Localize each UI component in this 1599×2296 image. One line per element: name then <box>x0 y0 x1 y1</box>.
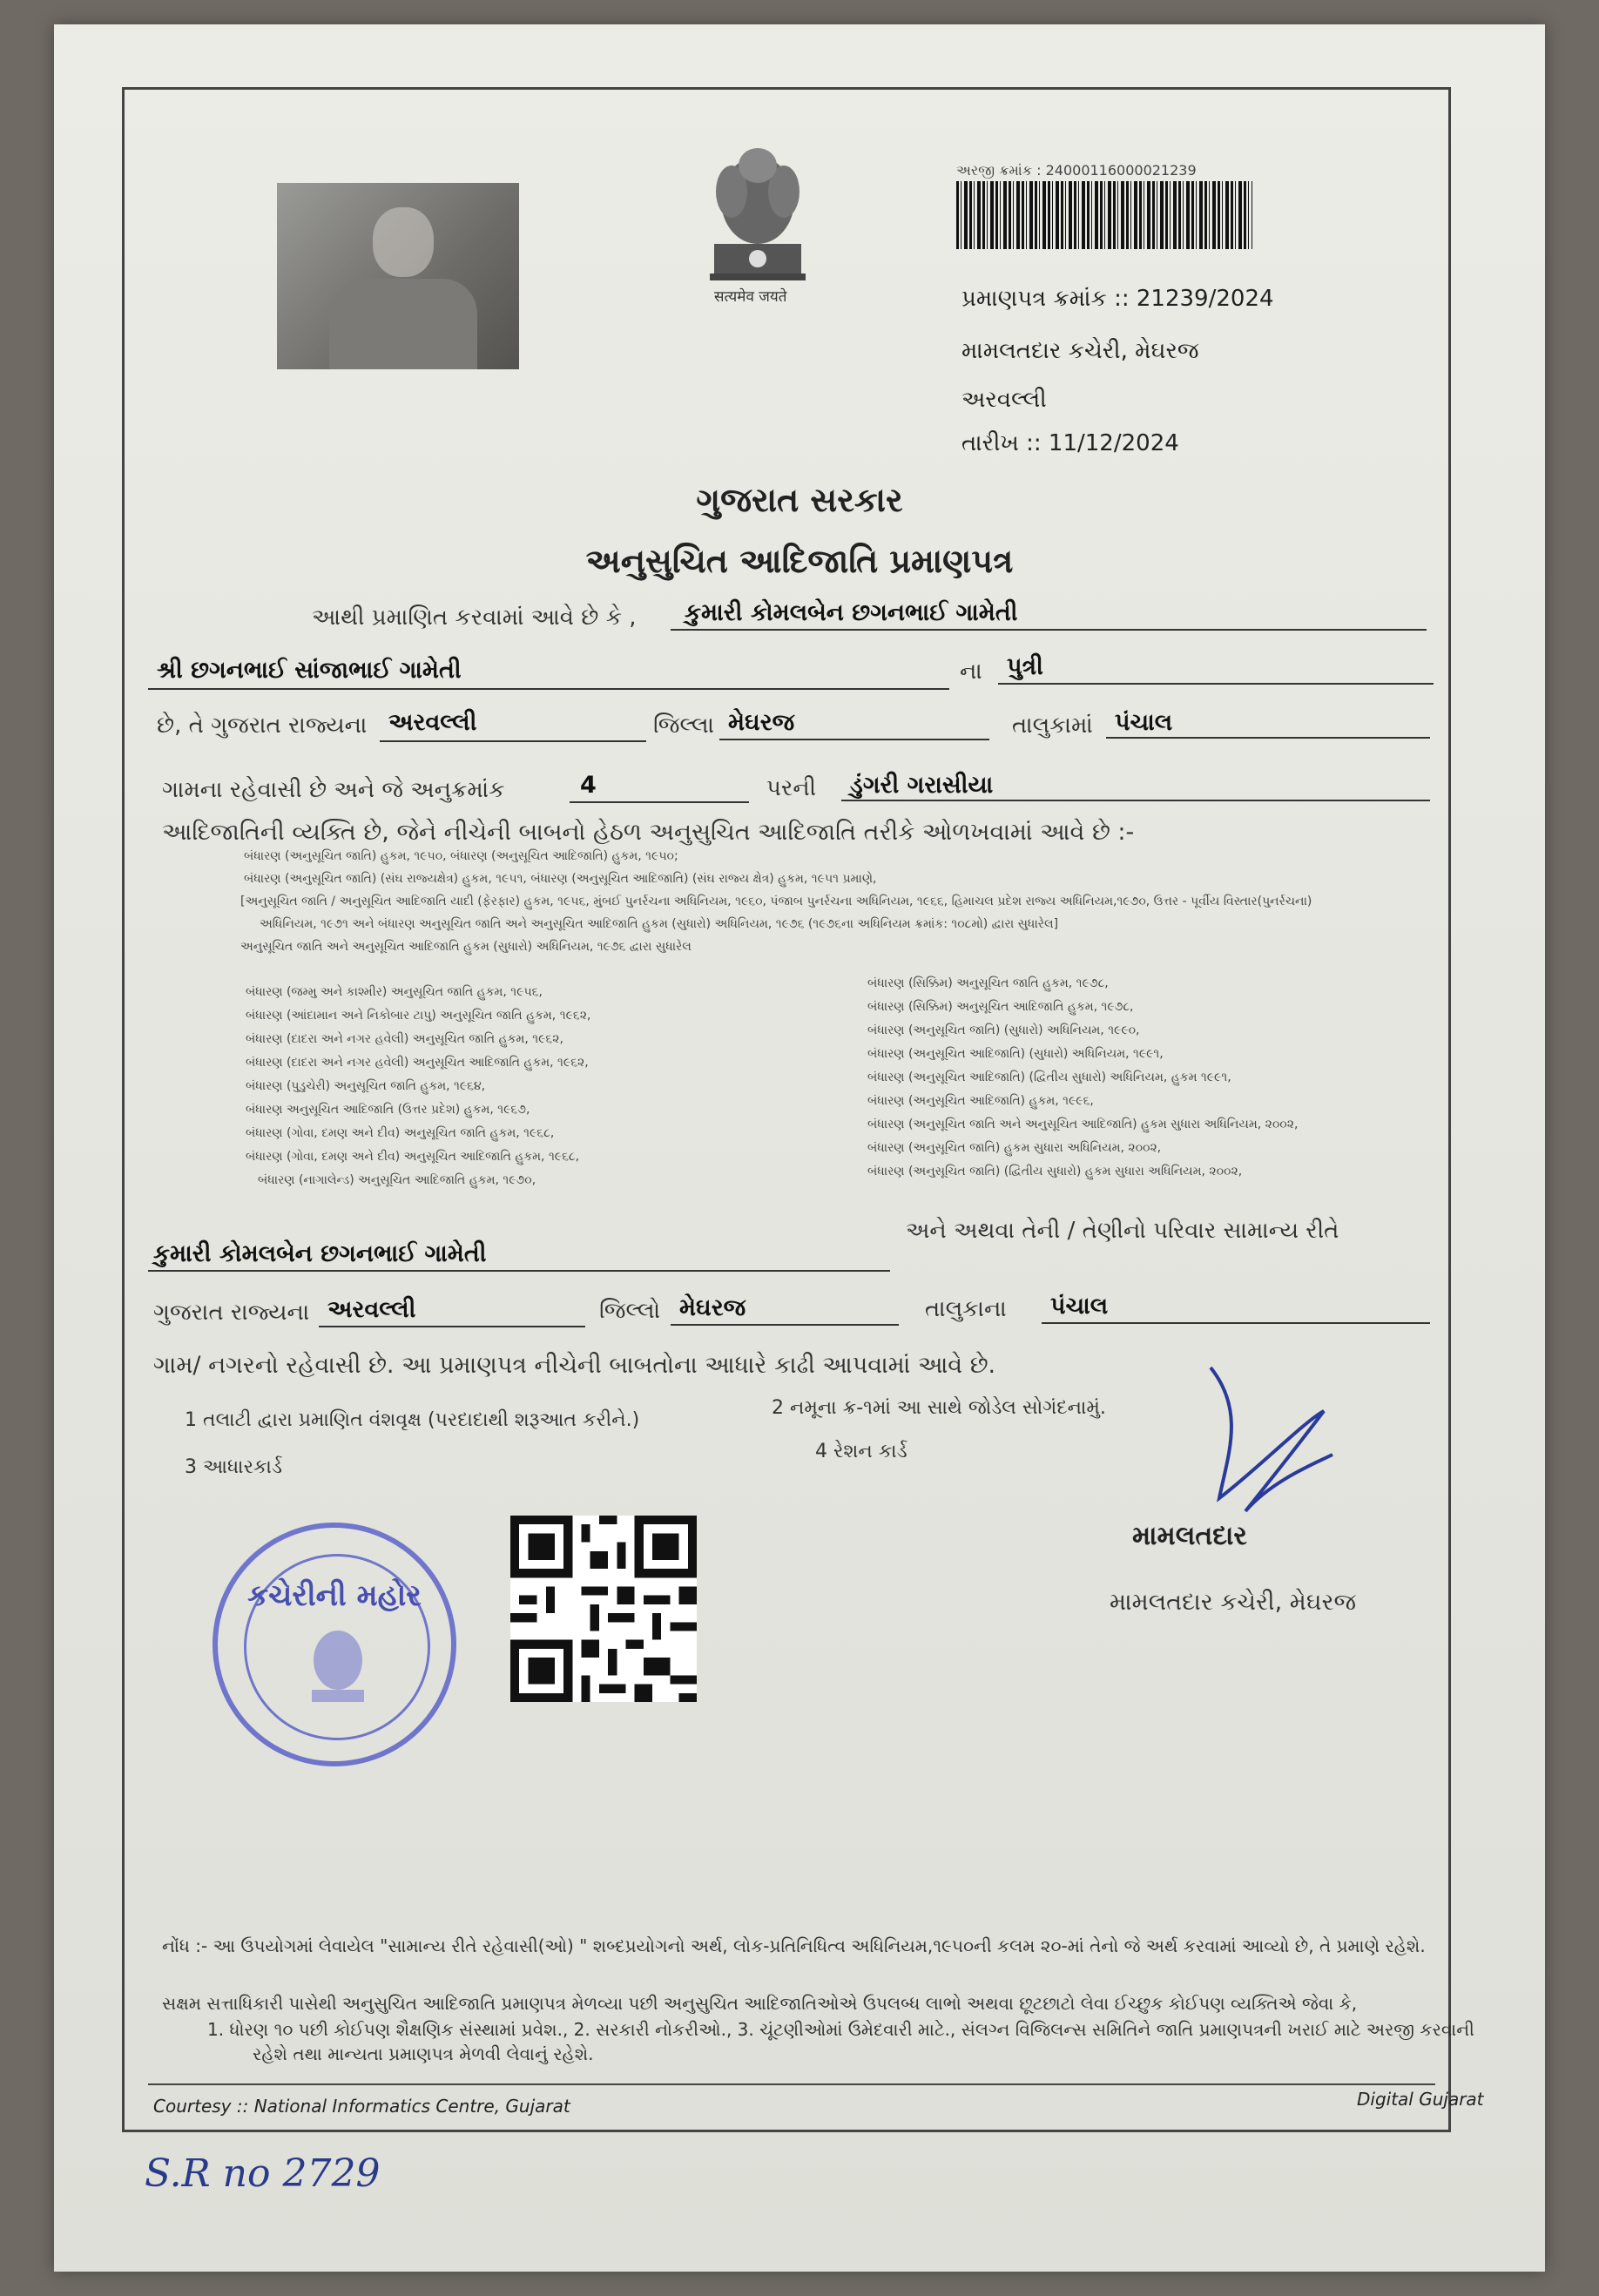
digital-gujarat-brand: Digital Gujarat <box>1357 2089 1484 2110</box>
basis-text: ગામ/ નગરનો રહેવાસી છે. આ પ્રમાણપત્ર નીચેની બાબતોના આધારે કાઢી આપવામાં આવે છે. <box>153 1352 996 1379</box>
note-2: સક્ષમ સત્તાધિકારી પાસેથી અનુસુચિત આદિજાતિ પ્રમાણપત્ર મેળવ્યા પછી અનુસુચિત આદિજાતિઓએ ઉપલબ્ધ લાભો અથવા છૂટછાટો લેવા ઈચ્છુક કોઈપણ વ્યક્તિએ જેવા કે, <box>162 1993 1358 2014</box>
order-line: બંધારણ (દાદરા અને નગર હવેલી) અનુસૂચિત આદિજાતિ હુકમ, ૧૯૬૨, <box>246 1056 589 1070</box>
orders-right-list <box>867 972 1298 1184</box>
order-line: બંધારણ (ગોવા, દમણ અને દીવ) અનુસૂચિત આદિજાતિ હુકમ, ૧૯૬૮, <box>246 1150 580 1164</box>
order-line: બંધારણ (આંદામાન અને નિકોબાર ટાપુ) અનુસૂચિત જાતિ હુકમ, ૧૯૬૨, <box>246 1009 591 1023</box>
district-label-2: જિલ્લો <box>599 1298 661 1324</box>
family-text: અને અથવા તેની / તેણીનો પરિવાર સામાન્ય રીતે <box>906 1218 1339 1244</box>
resident-text: ગામના રહેવાસી છે અને જે અનુક્રમાંક <box>162 777 505 803</box>
taluka-label-2: તાલુકાના <box>925 1296 1007 1322</box>
signatory-title: મામલતદાર <box>1132 1521 1247 1551</box>
order-line: બંધારણ (ગોવા, દમણ અને દીવ) અનુસૂચિત જાતિ હુકમ, ૧૯૬૮, <box>246 1126 555 1140</box>
cert-intro: આથી પ્રમાણિત કરવામાં આવે છે કે , <box>312 604 637 631</box>
document-item: 3 આધારકાર્ડ <box>185 1456 282 1478</box>
barcode <box>956 181 1252 249</box>
order-line: અધિનિયમ, ૧૯૭૧ અને બંધારણ અનુસૂચિત જાતિ અને અનુસૂચિત આદિજાતિ હુકમ (સુધારો) અધિનિયમ, ૧૯૭૬ (૧૯૭૬ના અધિનિયમ ક્રમાંક: ૧૦૮મો) દ્વારા સુધારેલ] <box>260 917 1059 931</box>
emblem-motto: सत्यमेव जयते <box>714 288 787 306</box>
order-line: બંધારણ (દાદરા અને નગર હવેલી) અનુસૂચિત જાતિ હુકમ, ૧૯૬૨, <box>246 1032 563 1046</box>
note-1: નોંધ :- આ ઉપયોગમાં લેવાયેલ "સામાન્ય રીતે રહેવાસી(ઓ) " શબ્દપ્રયોગનો અર્થ, લોક-પ્રતિનિધિત્વ અધિનિયમ,૧૯૫૦ની કલમ ૨૦-માં તેનો જે અર્થ કરવામાં આવ્યો છે, તે પ્રમાણે રહેશે. <box>162 1935 1426 1956</box>
district-value: અરવલ્લી <box>388 709 477 736</box>
certificate-number: પ્રમાણપત્ર ક્રમાંક :: 21239/2024 <box>961 286 1274 312</box>
document-item: 1 તલાટી દ્વારા પ્રમાણિત વંશવૃક્ષ (પરદાદાથી શરૂઆત કરીને.) <box>185 1409 640 1431</box>
relation: પુત્રી <box>1007 653 1043 680</box>
orders-top-list <box>240 845 1312 958</box>
state-prefix-2: ગુજરાત રાજ્યના <box>153 1300 310 1326</box>
order-line: અનુસૂચિત જાતિ અને અનુસૂચિત આદિજાતિ હુકમ (સુધારો) અધિનિયમ, ૧૯૭૬ દ્વારા સુધારેલ <box>240 940 692 954</box>
note-4: રહેશે તથા માન્યતા પ્રમાણપત્ર મેળવી લેવાનું રહેશે. <box>253 2043 594 2064</box>
parent-name: શ્રી છગનભાઈ સાંજાભાઈ ગામેતી <box>157 657 462 684</box>
issue-date: તારીખ :: 11/12/2024 <box>961 430 1179 456</box>
note-3: 1. ધોરણ ૧૦ પછી કોઈપણ શૈક્ષણિક સંસ્થામાં પ્રવેશ., 2. સરકારી નોકરીઓ., 3. ચૂંટણીઓમાં ઉમેદવારી માટે., સંલગ્ન વિજિલન્સ સમિતિને જાતિ પ્રમાણપત્રની ખરાઈ માટે અરજી કરવાની <box>207 2019 1474 2040</box>
issuing-district: અરવલ્લી <box>961 387 1047 413</box>
qr-code <box>510 1516 697 1702</box>
office-seal: કચેરીની મહોર <box>213 1523 456 1766</box>
na-label: ના <box>960 658 982 685</box>
order-line: બંધારણ (સિક્કિમ) અનુસૂચિત જાતિ હુકમ, ૧૯૭૮, <box>867 976 1109 990</box>
district-value-2: અરવલ્લી <box>327 1296 416 1323</box>
district-label: જિલ્લા <box>653 712 715 739</box>
recognition-text: આદિજાતિની વ્યક્તિ છે, જેને નીચેની બાબનો હેઠળ અનુસુચિત આદિજાતિ તરીકે ઓળખવામાં આવે છે :- <box>162 819 1135 846</box>
serial-number: 4 <box>580 772 597 799</box>
govt-title: ગુજરાત સરકાર <box>696 481 903 519</box>
village-value: પંચાલ <box>1115 709 1173 736</box>
state-prefix: છે, તે ગુજરાત રાજ્યના <box>157 712 368 739</box>
par-label: પરની <box>766 775 817 801</box>
order-line: બંધારણ (અનુસૂચિત જાતિ) (દ્વિતીય સુધારો) હુકમ સુધારા અધિનિયમ, ૨૦૦૨, <box>867 1165 1243 1178</box>
order-line: બંધારણ (અનુસૂચિત જાતિ) હુકમ સુધારા અધિનિયમ, ૨૦૦૨, <box>867 1141 1162 1155</box>
taluka-label: તાલુકામાં <box>1012 712 1093 739</box>
applicant-photo <box>277 183 519 369</box>
village-value-2: પંચાલ <box>1050 1293 1109 1320</box>
taluka-value: મેઘરજ <box>728 709 795 736</box>
handwritten-serial: S.R no 2729 <box>145 2151 381 2196</box>
order-line: બંધારણ (પુડુચેરી) અનુસૂચિત જાતિ હુકમ, ૧૯૬૪, <box>246 1079 486 1093</box>
order-line: બંધારણ અનુસૂચિત આદિજાતિ (ઉત્તર પ્રદેશ) હુકમ, ૧૯૬૭, <box>246 1103 530 1117</box>
application-number: અરજી ક્રમાંક : 24000116000021239 <box>956 162 1197 179</box>
document-item: 4 રેશન કાર્ડ <box>815 1441 907 1462</box>
order-line: બંધારણ (જમ્મુ અને કાશ્મીર) અનુસૂચિત જાતિ હુકમ, ૧૯૫૬, <box>246 985 543 999</box>
applicant-name-2: કુમારી કોમલબેન છગનભાઈ ગામેતી <box>153 1240 487 1267</box>
order-line: બંધારણ (અનુસૂચિત આદિજાતિ) હુકમ, ૧૯૯૬, <box>867 1094 1094 1108</box>
document-item: 2 નમૂના ક્ર-૧માં આ સાથે જોડેલ સોગંદનામું. <box>772 1397 1106 1419</box>
order-line: બંધારણ (અનુસૂચિત જાતિ) (સુધારો) અધિનિયમ, ૧૯૯૦, <box>867 1023 1140 1037</box>
order-line: બંધારણ (અનુસૂચિત આદિજાતિ) (સુધારો) અધિનિયમ, ૧૯૯૧, <box>867 1047 1164 1061</box>
order-line: [અનુસૂચિત જાતિ / અનુસૂચિત આદિજાતિ યાદી (ફેરફાર) હુકમ, ૧૯૫૬, મુંબઈ પુનર્રચના અધિનિયમ, ૧૯૬૦, પંજાબ પુનર્રચના અધિનિયમ, ૧૯૬૬, હિમાચલ પ્રદેશ રાજ્ય અધિનિયમ,૧૯૭૦, ઉત્તર - પૂર્વીય વિસ્તાર(પુનર્રચના) <box>240 895 1312 908</box>
applicant-name: કુમારી કોમલબેન છગનભાઈ ગામેતી <box>685 599 1018 626</box>
order-line: બંધારણ (અનુસૂચિત જાતિ) (સંઘ રાજ્યક્ષેત્ર) હુકમ, ૧૯૫૧, બંધારણ (અનુસૂચિત આદિજાતિ) (સંઘ રાજ્ય ક્ષેત્ર) હુકમ, ૧૯૫૧ પ્રમાણે, <box>244 872 877 886</box>
issuing-office: મામલતદાર કચેરી, મેઘરજ <box>961 338 1199 364</box>
tribe-name: ડુંગરી ગરાસીયા <box>850 772 994 799</box>
order-line: બંધારણ (નાગાલેન્ડ) અનુસૂચિત આદિજાતિ હુકમ, ૧૯૭૦, <box>258 1173 536 1187</box>
signature-image <box>1193 1359 1341 1524</box>
certificate-title: અનુસુચિત આદિજાતિ પ્રમાણપત્ર <box>585 542 1014 580</box>
order-line: બંધારણ (અનુસૂચિત આદિજાતિ) (દ્વિતીય સુધારો) અધિનિયમ, હુકમ ૧૯૯૧, <box>867 1070 1231 1084</box>
orders-left-list <box>246 981 590 1192</box>
signatory-office: મામલતદાર કચેરી, મેઘરજ <box>1110 1589 1357 1616</box>
order-line: બંધારણ (અનુસૂચિત જાતિ અને અનુસૂચિત આદિજાતિ) હુકમ સુધારા અધિનિયમ, ૨૦૦૨, <box>867 1118 1299 1131</box>
order-line: બંધારણ (સિક્કિમ) અનુસૂચિત આદિજાતિ હુકમ, ૧૯૭૮, <box>867 1000 1134 1014</box>
national-emblem-icon <box>697 139 819 305</box>
order-line: બંધારણ (અનુસૂચિત જાતિ) હુકમ, ૧૯૫૦, બંધારણ (અનુસૂચિત આદિજાતિ) હુકમ, ૧૯૫૦; <box>244 849 678 863</box>
taluka-value-2: મેઘરજ <box>679 1294 746 1321</box>
courtesy-text: Courtesy :: National Informatics Centre, Gujarat <box>153 2096 570 2117</box>
